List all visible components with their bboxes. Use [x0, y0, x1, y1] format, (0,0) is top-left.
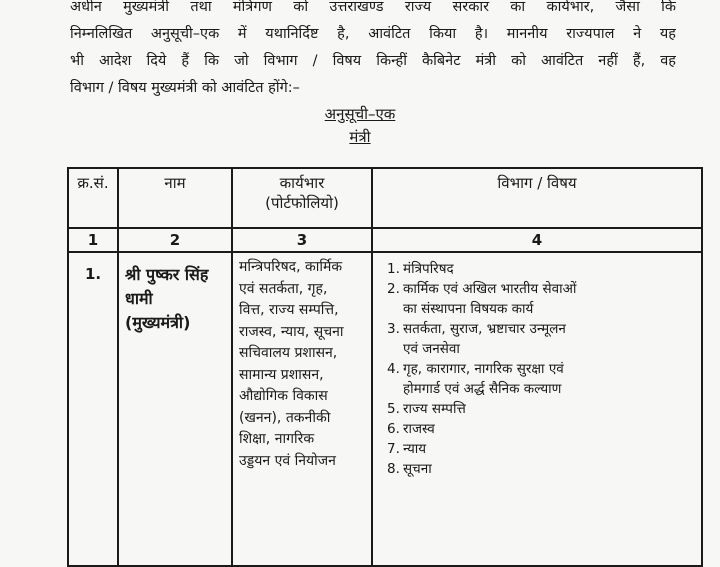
name-line: (मुख्यमंत्री) — [125, 313, 191, 332]
table-header-row — [68, 168, 702, 228]
department-text: राजस्व — [403, 421, 435, 437]
department-list — [372, 252, 702, 566]
department-text: मंत्रिपरिषद — [403, 261, 454, 277]
portfolio-line: एवं सतर्कता, गृह, — [239, 280, 328, 297]
department-text: गृह, कारागार, नागरिक सुरक्षा एवं — [403, 361, 564, 377]
portfolio-line: वित्त, राज्य सम्पत्ति, — [239, 302, 339, 318]
table-row — [68, 252, 702, 566]
portfolio-line: सचिवालय प्रशासन, — [239, 345, 338, 361]
portfolio-line: मन्त्रिपरिषद, कार्मिक — [239, 259, 343, 275]
col-number: 4 — [372, 228, 702, 252]
department-number: 3. — [387, 321, 400, 337]
intro-line: अधीन मुख्यमंत्री तथा मंत्रिगण को उत्तराखण्ड राज्य सरकार का कार्यभार, जैसा कि — [70, 0, 676, 15]
header-serial: क्र.सं. — [68, 168, 118, 228]
minister-name — [118, 252, 232, 566]
name-line: श्री पुष्कर सिंह — [125, 265, 209, 284]
department-number: 7. — [387, 441, 400, 457]
department-item — [387, 419, 695, 439]
department-item — [387, 399, 695, 419]
intro-line: भी आदेश दिये हैं कि जो विभाग / विषय किन्हीं कैबिनेट मंत्री को आवंटित नहीं हैं, वह — [70, 53, 676, 69]
department-item — [387, 359, 695, 399]
department-number: 6. — [387, 421, 400, 437]
department-number: 1. — [387, 261, 400, 277]
department-text-cont: एवं जनसेवा — [403, 341, 460, 357]
column-number-row — [68, 228, 702, 252]
schedule-subtitle: मंत्री — [349, 128, 371, 146]
department-text-cont: होमगार्ड एवं अर्द्ध सैनिक कल्याण — [403, 381, 562, 397]
intro-paragraph — [70, 0, 676, 102]
department-item — [387, 279, 695, 319]
intro-line: विभाग / विषय मुख्यमंत्री को आवंटित होंगे:– — [70, 80, 300, 96]
col-number: 3 — [232, 228, 372, 252]
department-number: 4. — [387, 361, 400, 377]
header-portfolio-line2: (पोर्टफोलियो) — [265, 194, 339, 212]
portfolio-line: शिक्षा, नागरिक — [239, 431, 315, 447]
department-item — [387, 439, 695, 459]
intro-line: निम्नलिखित अनुसूची–एक में यथानिर्दिष्ट है, आवंटित किया है। माननीय राज्यपाल ने यह — [70, 26, 676, 42]
department-item — [387, 259, 695, 279]
department-number: 8. — [387, 461, 400, 477]
portfolio-cell — [232, 252, 372, 566]
schedule-title: अनुसूची–एक — [324, 105, 396, 123]
name-line: धामी — [125, 289, 153, 308]
department-text: न्याय — [403, 441, 427, 457]
col-number: 2 — [118, 228, 232, 252]
portfolio-line: राजस्व, न्याय, सूचना — [239, 323, 344, 340]
header-name: नाम — [118, 168, 232, 228]
department-item — [387, 459, 695, 479]
header-portfolio — [232, 168, 372, 228]
portfolio-line: उड्डयन एवं नियोजन — [239, 452, 336, 469]
department-number: 5. — [387, 401, 400, 417]
portfolio-line: सामान्य प्रशासन, — [239, 366, 324, 383]
col-number: 1 — [68, 228, 118, 252]
department-text: कार्मिक एवं अखिल भारतीय सेवाओं — [403, 281, 577, 297]
portfolio-line: औद्योगिक विकास — [239, 388, 328, 404]
header-department: विभाग / विषय — [372, 168, 702, 228]
row-serial: 1. — [68, 252, 118, 566]
department-text: सूचना — [403, 461, 432, 477]
header-portfolio-line1: कार्यभार — [279, 174, 325, 192]
department-text: सतर्कता, सुराज, भ्रष्टाचार उन्मूलन — [403, 321, 566, 337]
department-text: राज्य सम्पत्ति — [403, 401, 466, 417]
department-item — [387, 319, 695, 359]
ministers-table — [67, 167, 703, 567]
department-number: 2. — [387, 281, 400, 297]
department-text-cont: का संस्थापना विषयक कार्य — [403, 301, 534, 317]
portfolio-line: (खनन), तकनीकी — [239, 409, 331, 426]
